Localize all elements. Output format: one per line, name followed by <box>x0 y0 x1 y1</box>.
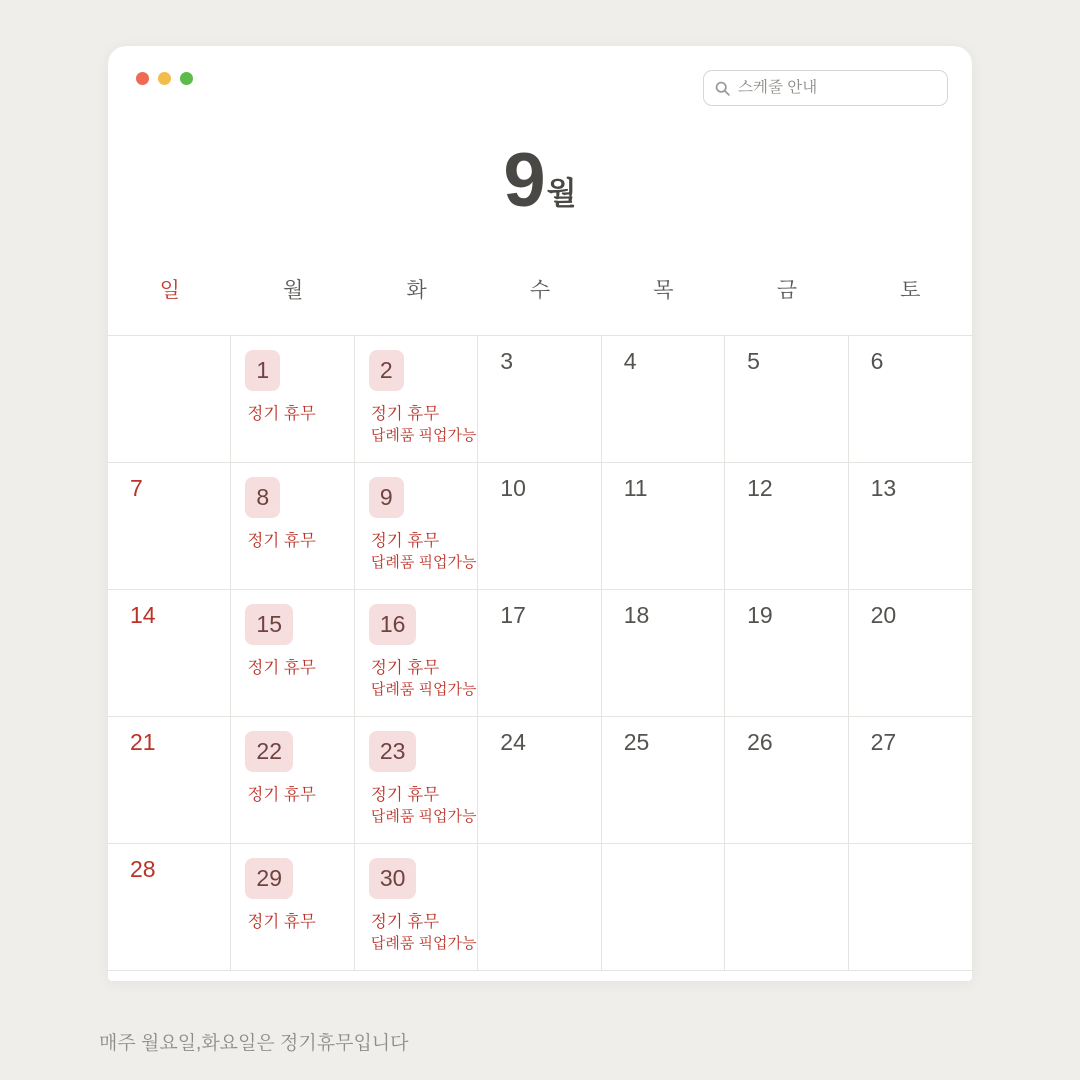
day-number: 1 <box>245 350 280 391</box>
calendar-day-cell[interactable] <box>355 717 478 844</box>
day-notes <box>231 404 353 426</box>
closed-label: 정기 휴무 <box>247 659 316 677</box>
calendar-day-cell[interactable] <box>231 590 354 717</box>
closed-label: 정기 휴무 <box>370 659 440 677</box>
calendar-day-cell[interactable] <box>849 336 972 463</box>
day-number: 24 <box>500 729 526 755</box>
pickup-label: 답례품 픽업가능 <box>370 807 477 825</box>
calendar-day-cell[interactable] <box>355 590 478 717</box>
weekday-label: 금 <box>776 279 797 302</box>
day-number: 22 <box>245 731 293 772</box>
day-notes <box>355 658 477 700</box>
calendar-window <box>108 46 972 981</box>
day-number: 16 <box>369 604 417 645</box>
weekday-label: 토 <box>900 279 921 302</box>
day-notes <box>355 912 477 954</box>
footer-note: 매주 월요일,화요일은 정기휴무입니다 <box>99 1033 409 1054</box>
calendar-day-cell[interactable] <box>602 590 725 717</box>
closed-label: 정기 휴무 <box>247 786 316 804</box>
calendar-day-cell[interactable] <box>355 844 478 971</box>
day-number: 11 <box>623 475 648 501</box>
calendar-day-cell[interactable] <box>849 590 972 717</box>
day-number: 30 <box>369 858 417 899</box>
day-number: 26 <box>747 729 773 755</box>
calendar-day-cell[interactable] <box>108 844 231 971</box>
weekday-label: 화 <box>406 279 427 302</box>
day-number: 19 <box>747 602 773 628</box>
day-number: 23 <box>369 731 417 772</box>
calendar-day-cell[interactable] <box>849 463 972 590</box>
day-number: 10 <box>500 475 526 501</box>
day-number: 17 <box>500 602 526 628</box>
day-number: 29 <box>245 858 293 899</box>
closed-label: 정기 휴무 <box>370 913 440 931</box>
day-number: 12 <box>747 475 773 501</box>
day-notes <box>231 785 353 807</box>
day-number: 27 <box>870 729 897 755</box>
search-input[interactable] <box>738 79 937 97</box>
month-unit: 월 <box>546 176 577 212</box>
day-number: 6 <box>870 348 884 374</box>
closed-label: 정기 휴무 <box>247 405 316 423</box>
calendar-day-cell[interactable] <box>478 463 601 590</box>
minimize-window-button[interactable] <box>158 72 171 85</box>
pickup-label: 답례품 픽업가능 <box>370 426 477 444</box>
calendar-day-cell[interactable] <box>478 717 601 844</box>
day-number: 5 <box>747 348 760 374</box>
month-number: 9 <box>503 137 545 223</box>
calendar-day-cell[interactable] <box>602 463 725 590</box>
closed-label: 정기 휴무 <box>370 532 440 550</box>
calendar-day-cell[interactable] <box>602 336 725 463</box>
calendar-day-cell[interactable] <box>108 717 231 844</box>
closed-label: 정기 휴무 <box>370 405 440 423</box>
weekday-label: 목 <box>653 279 674 302</box>
calendar-empty-cell <box>108 336 231 463</box>
day-notes <box>231 912 353 934</box>
day-notes <box>355 531 477 573</box>
calendar-empty-cell <box>725 844 848 971</box>
day-number: 13 <box>870 475 897 501</box>
search-field[interactable] <box>703 70 948 106</box>
day-number: 2 <box>369 350 404 391</box>
close-window-button[interactable] <box>136 72 149 85</box>
maximize-window-button[interactable] <box>180 72 193 85</box>
day-number: 18 <box>623 602 650 628</box>
calendar-empty-cell <box>849 844 972 971</box>
window-controls <box>136 72 193 85</box>
pickup-label: 답례품 픽업가능 <box>370 553 477 571</box>
calendar-day-cell[interactable] <box>231 336 354 463</box>
day-number: 8 <box>245 477 280 518</box>
weekday-header <box>108 243 972 336</box>
calendar-day-cell[interactable] <box>231 463 354 590</box>
calendar-day-cell[interactable] <box>231 844 354 971</box>
day-number: 4 <box>623 348 637 374</box>
search-icon <box>714 80 731 97</box>
calendar-grid <box>108 336 972 971</box>
calendar-day-cell[interactable] <box>231 717 354 844</box>
day-number: 14 <box>130 602 156 628</box>
day-notes <box>231 531 353 553</box>
day-notes <box>231 658 353 680</box>
day-number: 3 <box>500 348 514 374</box>
calendar-day-cell[interactable] <box>602 717 725 844</box>
pickup-label: 답례품 픽업가능 <box>370 934 477 952</box>
calendar-day-cell[interactable] <box>355 336 478 463</box>
day-number: 25 <box>623 729 650 755</box>
calendar-day-cell[interactable] <box>478 590 601 717</box>
day-number: 15 <box>245 604 293 645</box>
calendar-day-cell[interactable] <box>478 336 601 463</box>
day-number: 20 <box>870 602 897 628</box>
day-number: 9 <box>369 477 404 518</box>
calendar-day-cell[interactable] <box>725 590 848 717</box>
calendar-day-cell[interactable] <box>108 463 231 590</box>
month-heading <box>108 118 972 243</box>
calendar-day-cell[interactable] <box>725 717 848 844</box>
day-number: 28 <box>130 856 156 882</box>
day-number: 21 <box>130 729 156 755</box>
calendar-empty-cell <box>478 844 601 971</box>
calendar-day-cell[interactable] <box>355 463 478 590</box>
day-notes <box>355 785 477 827</box>
weekday-label: 일 <box>159 279 180 302</box>
calendar-empty-cell <box>602 844 725 971</box>
calendar-day-cell[interactable] <box>725 336 848 463</box>
calendar-day-cell[interactable] <box>725 463 848 590</box>
weekday-label: 월 <box>282 279 304 302</box>
window-titlebar <box>108 46 972 118</box>
closed-label: 정기 휴무 <box>247 532 316 550</box>
day-notes <box>355 404 477 446</box>
calendar-day-cell[interactable] <box>849 717 972 844</box>
day-number: 7 <box>130 475 143 501</box>
weekday-label: 수 <box>529 279 551 302</box>
calendar-day-cell[interactable] <box>108 590 231 717</box>
closed-label: 정기 휴무 <box>370 786 440 804</box>
closed-label: 정기 휴무 <box>247 913 316 931</box>
pickup-label: 답례품 픽업가능 <box>370 680 477 698</box>
